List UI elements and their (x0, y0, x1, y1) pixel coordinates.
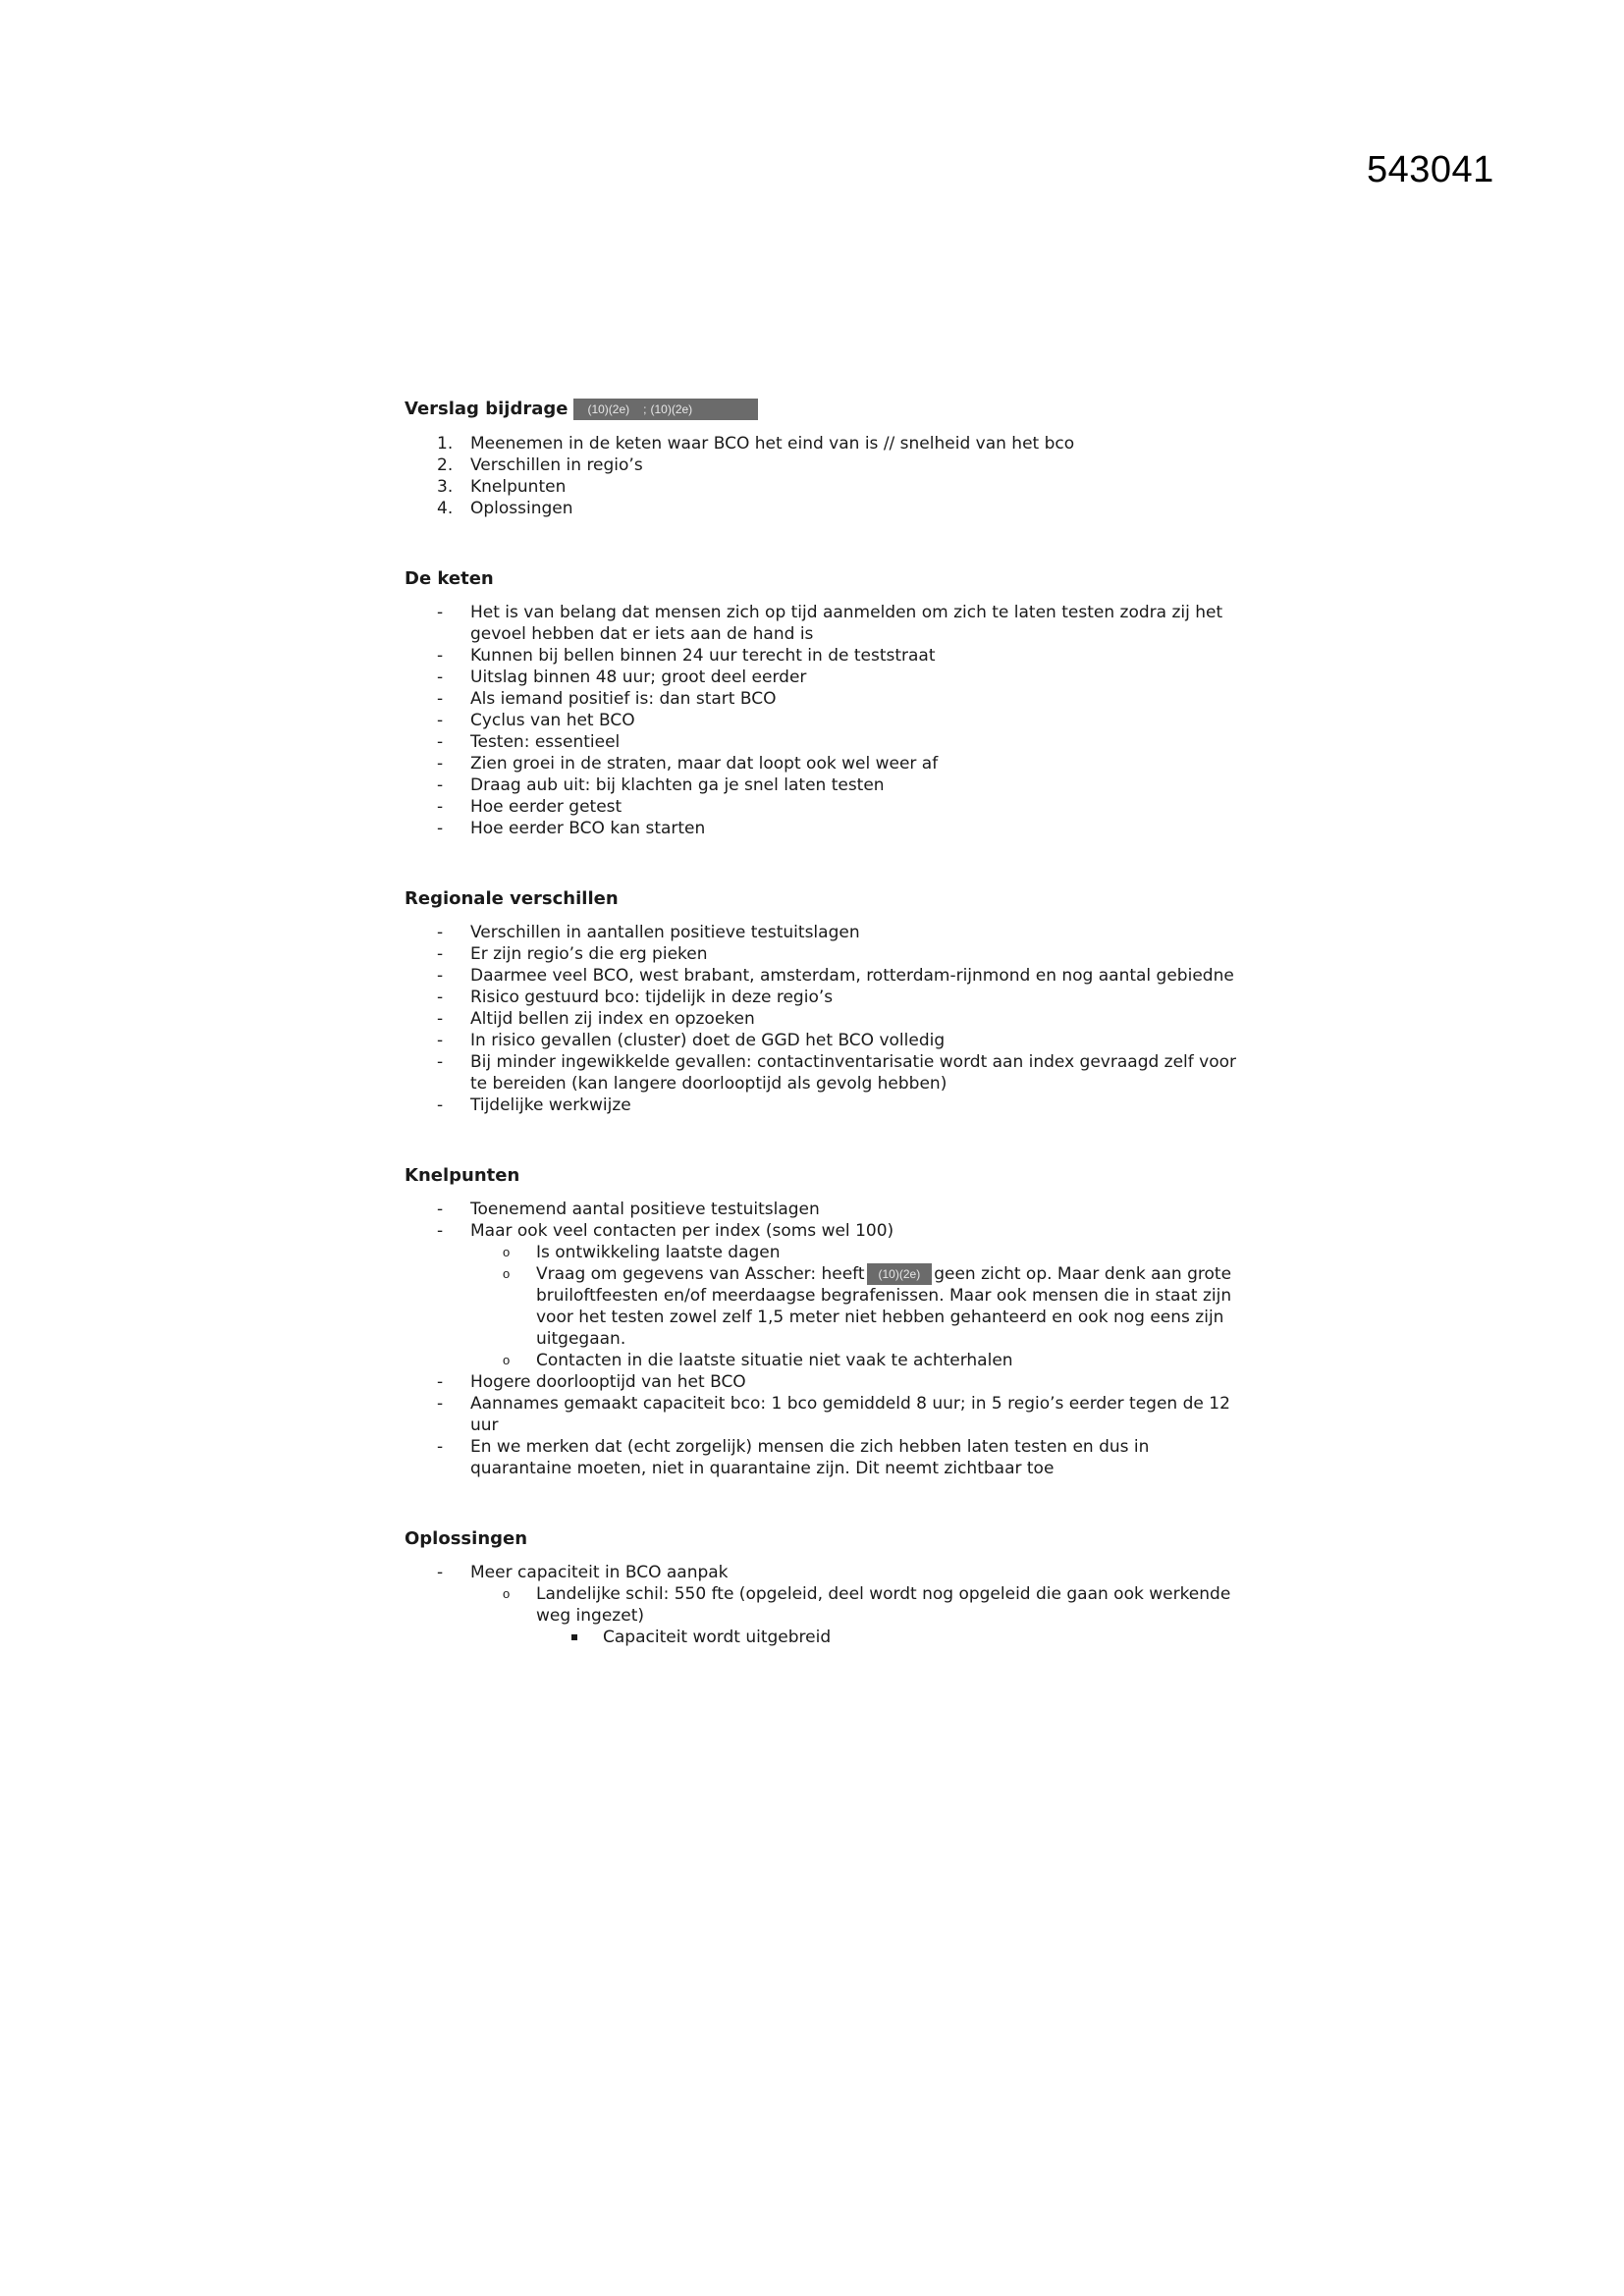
list-item: - In risico gevallen (cluster) doet de GGD het BCO volledig (405, 1030, 1249, 1051)
redaction-block: (10)(2e) (867, 1263, 933, 1285)
keten-list (405, 602, 1249, 839)
report-title-text: Verslag bijdrage (405, 399, 568, 419)
list-item: - Hogere doorlooptijd van het BCO (405, 1371, 1249, 1393)
list-item: - Hoe eerder BCO kan starten (405, 818, 1249, 839)
list-item-text: Meer capaciteit in BCO aanpak (470, 1563, 729, 1582)
list-item (405, 1220, 1249, 1371)
agenda-text: Verschillen in regio’s (470, 455, 643, 475)
list-item: - Kunnen bij bellen binnen 24 uur terecht in de teststraat (405, 645, 1249, 667)
list-item (405, 1562, 1249, 1648)
list-item: - Altijd bellen zij index en opzoeken (405, 1008, 1249, 1030)
list-item: - Uitslag binnen 48 uur; groot deel eerder (405, 667, 1249, 688)
sub-list-item (405, 1583, 1249, 1648)
list-item: - Aannames gemaakt capaciteit bco: 1 bco gemiddeld 8 uur; in 5 regio’s eerder tegen de 12 uur (405, 1393, 1249, 1436)
list-item: - En we merken dat (echt zorgelijk) mensen die zich hebben laten testen en dus in quarantaine moeten, niet in quarantaine zijn. Dit neemt zichtbaar toe (405, 1436, 1249, 1479)
list-item: - Het is van belang dat mensen zich op tijd aanmelden om zich te laten testen zodra zij het gevoel hebben dat er iets aan de hand is (405, 602, 1249, 645)
list-item: - Tijdelijke werkwijze (405, 1095, 1249, 1116)
sub-list-text: Vraag om gegevens van Asscher: heeft (536, 1264, 865, 1284)
agenda-text: Meenemen in de keten waar BCO het eind van is // snelheid van het bco (470, 434, 1075, 454)
sub-list (470, 1242, 1249, 1371)
sub-list-item (405, 1263, 1249, 1350)
list-item: - Toenemend aantal positieve testuitslagen (405, 1199, 1249, 1220)
section-title-oplossingen: Oplossingen (405, 1528, 528, 1549)
redaction-block (573, 399, 758, 420)
sub-list (470, 1583, 1249, 1648)
list-item: - Zien groei in de straten, maar dat loopt ook wel weer af (405, 753, 1249, 774)
sub-list-item: o Is ontwikkeling laatste dagen (405, 1242, 1249, 1263)
section-title-keten: De keten (405, 568, 494, 589)
list-item: - Cyclus van het BCO (405, 710, 1249, 731)
agenda-item (405, 454, 1249, 476)
list-item: - Er zijn regio’s die erg pieken (405, 943, 1249, 965)
agenda-number: 4. (437, 499, 454, 518)
list-item-text: Maar ook veel contacten per index (soms wel 100) (470, 1221, 894, 1241)
regionaal-list (405, 922, 1249, 1116)
agenda-item (405, 476, 1249, 498)
section-title-regionaal: Regionale verschillen (405, 888, 619, 909)
sub-list-text: geen zicht op. Maar denk aan grote bruiloftfeesten en/of meerdaagse begrafenissen. Maar ook mensen die in staat zijn voor het testen zowel zelf 1,5 meter niet hebben gehanteerd en ook nog eens zijn uitgegaan. (536, 1264, 1232, 1349)
agenda-number: 3. (437, 477, 454, 497)
list-item: - Hoe eerder getest (405, 796, 1249, 818)
list-item: - Als iemand positief is: dan start BCO (405, 688, 1249, 710)
report-title (405, 397, 1249, 422)
agenda-item (405, 433, 1249, 454)
agenda-number: 2. (437, 455, 454, 475)
agenda-text: Oplossingen (470, 499, 573, 518)
list-item: - Risico gestuurd bco: tijdelijk in deze regio’s (405, 987, 1249, 1008)
redaction-separator: ; (643, 402, 647, 416)
list-item: - Verschillen in aantallen positieve testuitslagen (405, 922, 1249, 943)
oplossingen-list (405, 1562, 1249, 1648)
subsub-list (536, 1627, 1249, 1648)
subsub-list-item: Capaciteit wordt uitgebreid (405, 1627, 1249, 1648)
list-item: - Testen: essentieel (405, 731, 1249, 753)
list-item: - Draag aub uit: bij klachten ga je snel laten testen (405, 774, 1249, 796)
agenda-item (405, 498, 1249, 519)
section-title-knelpunten: Knelpunten (405, 1165, 520, 1186)
document-body (405, 397, 1249, 1648)
agenda-text: Knelpunten (470, 477, 567, 497)
list-item: - Bij minder ingewikkelde gevallen: contactinventarisatie wordt aan index gevraagd zelf voor te bereiden (kan langere doorlooptijd als gevolg hebben) (405, 1051, 1249, 1095)
sub-list-item: o Contacten in die laatste situatie niet vaak te achterhalen (405, 1350, 1249, 1371)
sub-list-text: Landelijke schil: 550 fte (opgeleid, deel wordt nog opgeleid die gaan ook werkende weg ingezet) (536, 1584, 1231, 1626)
list-item: - Daarmee veel BCO, west brabant, amsterdam, rotterdam-rijnmond en nog aantal gebiedne (405, 965, 1249, 987)
knelpunten-list (405, 1199, 1249, 1479)
document-number: 543041 (1367, 149, 1494, 190)
redaction-label: (10)(2e) (587, 402, 630, 416)
agenda-list (405, 433, 1249, 519)
agenda-number: 1. (437, 434, 454, 454)
redaction-label: (10)(2e) (650, 402, 693, 416)
